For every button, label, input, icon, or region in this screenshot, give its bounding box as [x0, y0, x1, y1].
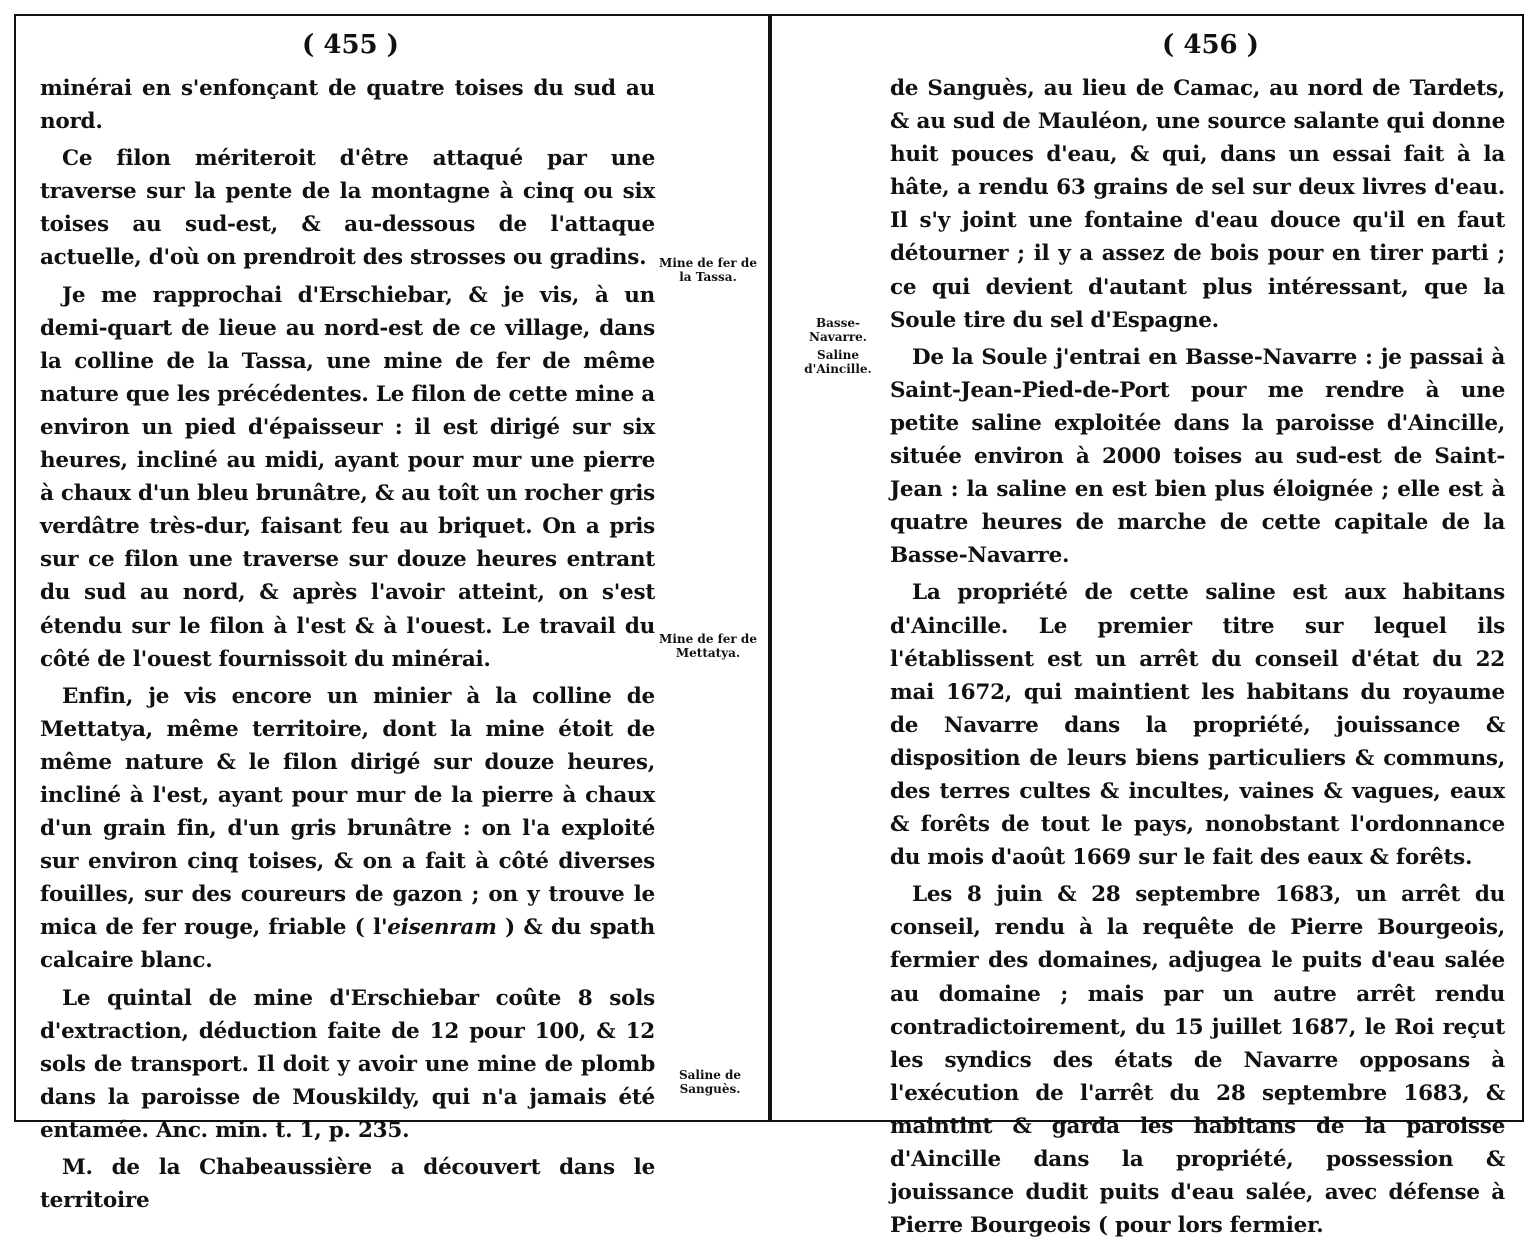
- page-number: ( 455 ): [302, 30, 399, 60]
- paragraph: M. de la Chabeaussière a découvert dans le territoire: [40, 1155, 655, 1214]
- text-run: Enfin, je vis encore un minier à la colline de Mettatya, même territoire, dont la mine étoit de même nature & le filon dirigé sur douze heures, incliné à l'est, ayant pour mur de la pierre à chaux d'un grain fin, d'un gris brunâtre : on l'a exploité sur environ cinq toises, & on a fait à côté diverses fouilles, sur des coureurs de gazon ; on y trouve le mica de fer rouge, friable ( l': [40, 683, 655, 941]
- text-column: [890, 72, 1505, 1246]
- margin-note: Mine de fer de la Tassa.: [659, 256, 757, 284]
- paragraph: Ce filon mériteroit d'être attaqué par une traverse sur la pente de la montagne à cinq ou six toises au sud-est, & au-dessous de l'attaque actuelle, d'où on prendroit des strosses ou gradins.: [40, 146, 655, 271]
- margin-note: Saline de Sanguès.: [678, 1068, 742, 1096]
- paragraph: [40, 680, 655, 978]
- text-run: ) & du spath calcaire blanc.: [40, 915, 655, 974]
- paragraph: La propriété de cette saline est aux habitans d'Aincille. Le premier titre sur lequel ils l'établissent est un arrêt du conseil d'état du 22 mai 1672, qui maintient les habitans du royaume de Navarre dans la propriété, jouissance & disposition de leurs biens particuliers & communs, des terres cultes & incultes, vaines & vagues, eaux & forêts de tout le pays, nonobstant l'ordonnance du mois d'août 1669 sur le fait des eaux & forêts.: [890, 580, 1505, 871]
- paragraph: Le quintal de mine d'Erschiebar coûte 8 sols d'extraction, déduction faite de 12 pour 100, & 12 sols de transport. Il doit y avoir une mine de plomb dans la paroisse de Mouskildy, qui n'a jamais été entamée. Anc. min. t. 1, p. 235.: [40, 985, 655, 1143]
- paragraph: Les 8 juin & 28 septembre 1683, un arrêt du conseil, rendu à la requête de Pierre Bourgeois, fermier des domaines, adjugea le puits d'eau salée au domaine ; mais par un autre arrêt rendu contradictoirement, du 15 juillet 1687, le Roi reçut les syndics des états de Navarre opposans à l'exécution de l'arrêt du 28 septembre 1683, & maintint & garda les habitans de la paroisse d'Aincille dans la propriété, possession & jouissance dudit puits d'eau salée, avec défense à Pierre Bourgeois ( pour lors fermier.: [890, 882, 1505, 1239]
- italic-term: eisenram: [387, 915, 497, 941]
- paragraph: Je me rapprochai d'Erschiebar, & je vis, à un demi-quart de lieue au nord-est de ce village, dans la colline de la Tassa, une mine de fer de même nature que les précédentes. Le filon de cette mine a environ un pied d'épaisseur : il est dirigé sur six heures, incliné au midi, ayant pour mur une pierre à chaux d'un bleu brunâtre, & au toît un rocher gris verdâtre très-dur, faisant feu au briquet. On a pris sur ce filon une traverse sur douze heures entrant du sud au nord, & après l'avoir atteint, on s'est étendu sur le filon à l'est & à l'ouest. Le travail du côté de l'ouest fournissoit du minérai.: [40, 282, 655, 672]
- paragraph: de Sanguès, au lieu de Camac, au nord de Tardets, & au sud de Mauléon, une source salante qui donne huit pouces d'eau, & qui, dans un essai fait à la hâte, a rendu 63 grains de sel sur deux livres d'eau. Il s'y joint une fontaine d'eau douce qu'il en faut détourner ; il y a assez de bois pour en tirer parti ; ce qui devient d'autant plus intéressant, que la Soule tire du sel d'Espagne.: [890, 76, 1505, 333]
- paragraph: De la Soule j'entrai en Basse-Navarre : je passai à Saint-Jean-Pied-de-Port pour me rendre à une petite saline exploitée dans la paroisse d'Aincille, située environ à 2000 toises au sud-est de Saint-Jean : la saline en est bien plus éloignée ; elle est à quatre heures de marche de cette capitale de la Basse-Navarre.: [890, 344, 1505, 569]
- page-number: ( 456 ): [1162, 30, 1259, 60]
- paragraph: minérai en s'enfonçant de quatre toises du sud au nord.: [40, 76, 655, 135]
- spread-divider: [768, 14, 772, 1122]
- margin-note: Mine de fer de Mettatya.: [659, 632, 757, 660]
- margin-note: Saline d'Aincille.: [804, 348, 872, 376]
- text-column: [40, 72, 655, 1221]
- margin-note: Basse-Navarre.: [809, 316, 867, 344]
